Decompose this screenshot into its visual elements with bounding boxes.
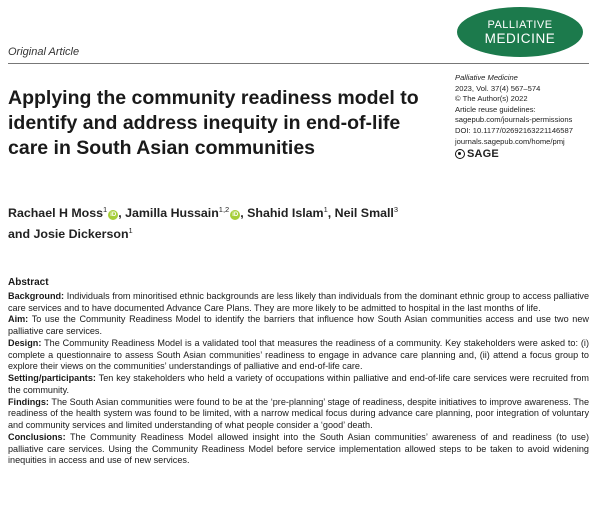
abstract-setting xyxy=(8,373,589,397)
affiliation-sup: 1 xyxy=(323,205,328,214)
separator: , xyxy=(240,206,244,220)
abstract-heading: Abstract xyxy=(8,277,49,288)
author-name: Josie Dickerson xyxy=(33,227,129,241)
affiliation-sup: 3 xyxy=(393,205,399,214)
abstract-background xyxy=(8,291,589,315)
orcid-icon[interactable]: iD xyxy=(232,212,239,218)
section-text: Individuals from minoritised ethnic backgrounds are less likely than individuals from the dominant ethnic group to access palliative care services and to have documented Advance Care Plans. They are more likely to be admitted to hospital in the last months of life. xyxy=(8,290,590,313)
section-text: The South Asian communities were found to be at the ‘pre-planning’ stage of readiness, despite initiatives to improve awareness. The readiness of the health system was found to be limited, with a narrow medical focus during advance care planning, poor integration of voluntary and community services and limited understanding of what people consider a ‘good’ death. xyxy=(8,396,589,430)
affiliation-sup: 1 xyxy=(103,205,108,214)
palliative-medicine-logo xyxy=(456,6,584,58)
author-list xyxy=(8,201,448,243)
logo-line1: PALLIATIVE xyxy=(487,19,553,31)
article-metadata xyxy=(455,73,597,160)
section-text: To use the Community Readiness Model to identify the barriers that influence how South Asian communities access and use two new palliative care services. xyxy=(8,314,589,336)
section-label: Background: xyxy=(8,290,65,301)
section-text: The Community Readiness Model is a validated tool that measures the readiness of a community. Key stakeholders were asked to: (i) complete a questionnaire to assess South Asian communities’ readiness to engage in advance care planning and, (ii) attend a focus group to explore their views on the communities’ understandings of palliative and end-of-life care. xyxy=(8,337,589,372)
abstract-design xyxy=(8,338,589,373)
section-label: Aim: xyxy=(8,314,29,325)
orcid-icon[interactable]: iD xyxy=(110,212,117,218)
affiliation-sup: 1 xyxy=(128,226,133,235)
article-type: Original Article xyxy=(8,46,80,58)
reuse-guidelines-label: Article reuse guidelines: xyxy=(455,104,536,114)
author-name: Jamilla Hussain xyxy=(125,206,219,220)
logo-line2: MEDICINE xyxy=(484,31,556,46)
separator: , xyxy=(327,206,332,220)
abstract xyxy=(8,277,589,467)
sage-mark-icon xyxy=(455,149,465,159)
abstract-aim xyxy=(8,314,589,338)
section-label: Conclusions: xyxy=(8,431,66,442)
doi[interactable]: DOI: 10.1177/02692163221146587 xyxy=(455,125,573,135)
author-name: Shahid Islam xyxy=(247,206,324,220)
author-name: Rachael H Moss xyxy=(8,206,104,220)
abstract-conclusions xyxy=(8,432,589,467)
abstract-findings xyxy=(8,397,589,432)
reuse-guidelines-link[interactable]: sagepub.com/journals-permissions xyxy=(455,115,573,125)
journal-issue: 2023, Vol. 37(4) 567–574 xyxy=(455,83,541,93)
section-text: Ten key stakeholders who held a variety of occupations within palliative and end-of-life care services were recruited from the community. xyxy=(8,373,589,395)
journal-name: Palliative Medicine xyxy=(455,73,518,82)
section-label: Setting/participants: xyxy=(8,373,96,383)
section-label: Design: xyxy=(8,337,42,348)
affiliation-sup: 1,2 xyxy=(218,205,230,214)
header-divider xyxy=(8,63,589,64)
copyright: © The Author(s) 2022 xyxy=(455,94,528,104)
section-text: The Community Readiness Model allowed insight into the South Asian communities’ awareness of and readiness (to use) palliative care services. Using the Community Readiness Model before service implementation allowed steps to be taken to avoid widening inequities in access and use of new services. xyxy=(8,431,589,466)
and-word: and xyxy=(8,227,31,241)
separator: , xyxy=(118,206,122,220)
section-label: Findings: xyxy=(8,396,49,407)
article-title: Applying the community readiness model to identify and address inequity in end-of-life care in South Asian communities xyxy=(8,87,419,159)
sage-label: SAGE xyxy=(467,148,499,161)
sage-logo xyxy=(455,149,597,160)
author-name: Neil Small xyxy=(334,206,394,220)
journal-home-link[interactable]: journals.sagepub.com/home/pmj xyxy=(455,136,565,146)
